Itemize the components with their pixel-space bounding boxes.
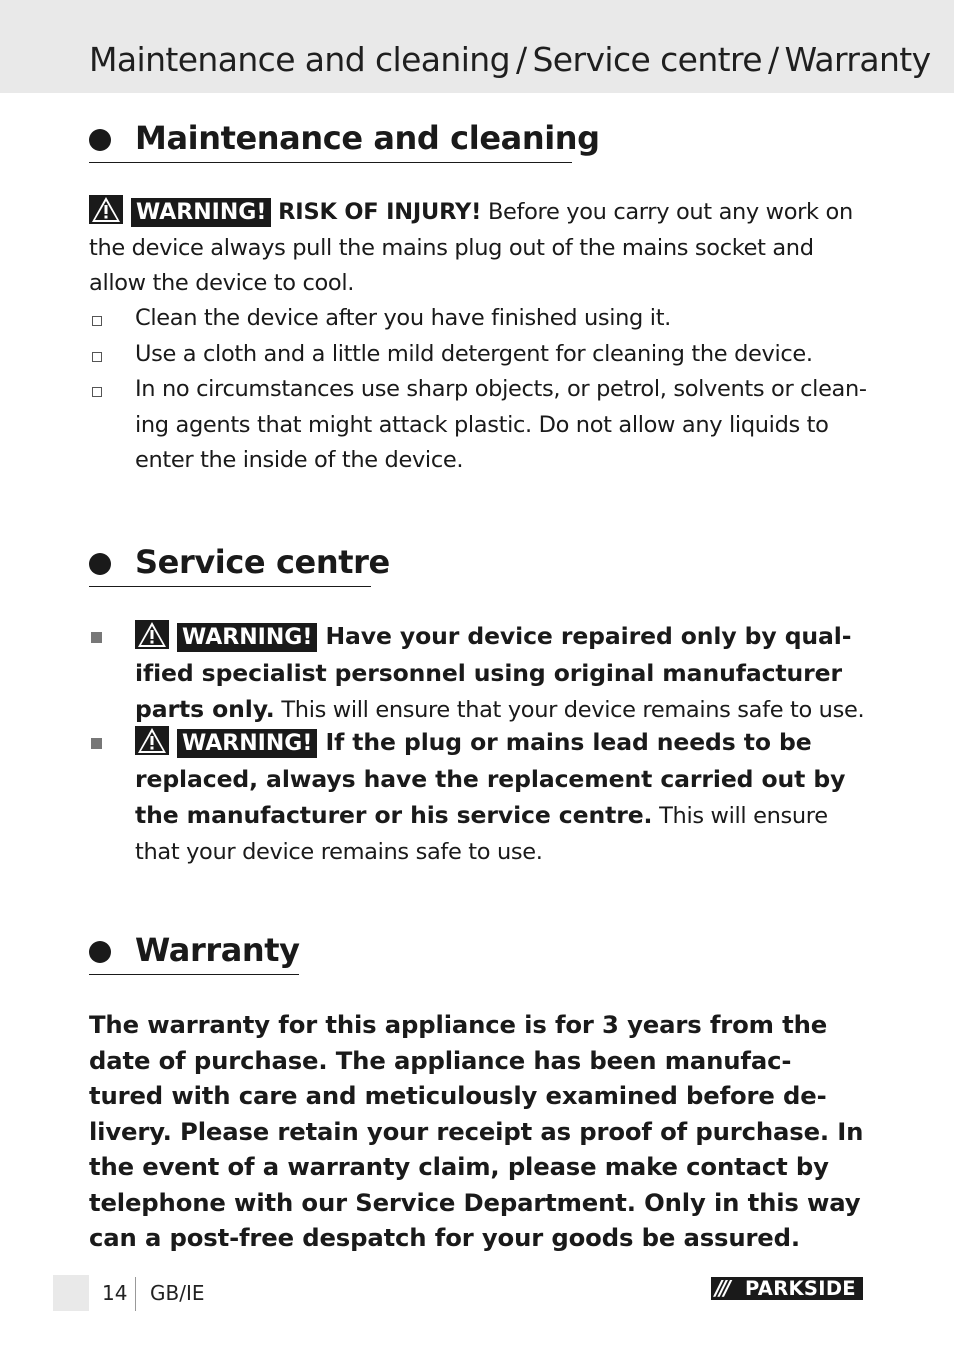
page-title: Maintenance and cleaning / Service centre / Warranty	[89, 40, 931, 79]
page-number: 14	[102, 1281, 128, 1305]
warning-label: WARNING!	[131, 198, 271, 227]
brand-stripes: ///	[715, 1276, 728, 1300]
service-warning-bold: Have your device repaired only by qual-ified specialist personnel using original manufacturer parts only.	[135, 622, 852, 723]
checkbox-square-icon	[92, 387, 102, 397]
heading-underline	[89, 586, 371, 587]
warning-triangle-icon	[135, 726, 169, 755]
warning-triangle-icon	[135, 620, 169, 649]
brand-name: PARKSIDE	[745, 1277, 856, 1300]
warning-group	[89, 199, 271, 225]
heading-underline	[89, 162, 572, 163]
warning-triangle-icon	[89, 195, 123, 224]
warning-label: WARNING!	[177, 729, 317, 758]
footer-marker	[53, 1275, 89, 1311]
service-warning-note: This will ensure that your device remains safe to use.	[135, 803, 828, 865]
checkbox-square-icon	[92, 316, 102, 326]
maintenance-warning-paragraph	[89, 195, 865, 302]
list-item-text: Clean the device after you have finished using it.	[135, 305, 671, 331]
service-warning-text	[135, 619, 867, 729]
footer-divider	[135, 1277, 136, 1311]
warning-label: WARNING!	[177, 623, 317, 652]
section-heading-service	[89, 543, 390, 590]
service-warning-note: This will ensure that your device remains safe to use.	[274, 697, 865, 723]
heading-maintenance: Maintenance and cleaning	[135, 119, 600, 157]
heading-service: Service centre	[135, 543, 390, 581]
bullet-square-icon	[91, 632, 102, 643]
bullet-dot-icon	[89, 941, 111, 963]
warning-group	[135, 730, 317, 756]
risk-label: RISK OF INJURY!	[278, 199, 482, 225]
maintenance-intro-text: Before you carry out any work on the device always pull the mains plug out of the mains socket and allow the device to cool.	[89, 199, 853, 296]
heading-warranty: Warranty	[135, 931, 300, 969]
section-heading-maintenance	[89, 119, 600, 166]
section-heading-warranty	[89, 931, 301, 978]
bullet-dot-icon	[89, 129, 111, 151]
checkbox-square-icon	[92, 352, 102, 362]
language-code: GB/IE	[150, 1281, 205, 1305]
list-item-text: In no circumstances use sharp objects, or petrol, solvents or clean-ing agents that might attack plastic. Do not allow any liquids to enter the inside of the device.	[135, 376, 867, 473]
bullet-dot-icon	[89, 553, 111, 575]
warranty-paragraph: The warranty for this appliance is for 3 years from the date of purchase. The appliance has been manufac-tured with care and meticulously examined before de-livery. Please retain your receipt as proof of purchase. In the event of a warranty claim, please make contact by telephone with our Service Department. Only in this way can a post-free despatch for your goods be assured.	[89, 1010, 864, 1252]
service-warning-bold: If the plug or mains lead needs to be replaced, always have the replacement carried out by the manufacturer or his service centre.	[135, 728, 846, 829]
service-warning-text	[135, 725, 867, 870]
brand-logo	[711, 1277, 863, 1300]
heading-underline	[89, 974, 299, 975]
warning-group	[135, 624, 317, 650]
list-item-text: Use a cloth and a little mild detergent for cleaning the device.	[135, 341, 813, 367]
bullet-square-icon	[91, 738, 102, 749]
